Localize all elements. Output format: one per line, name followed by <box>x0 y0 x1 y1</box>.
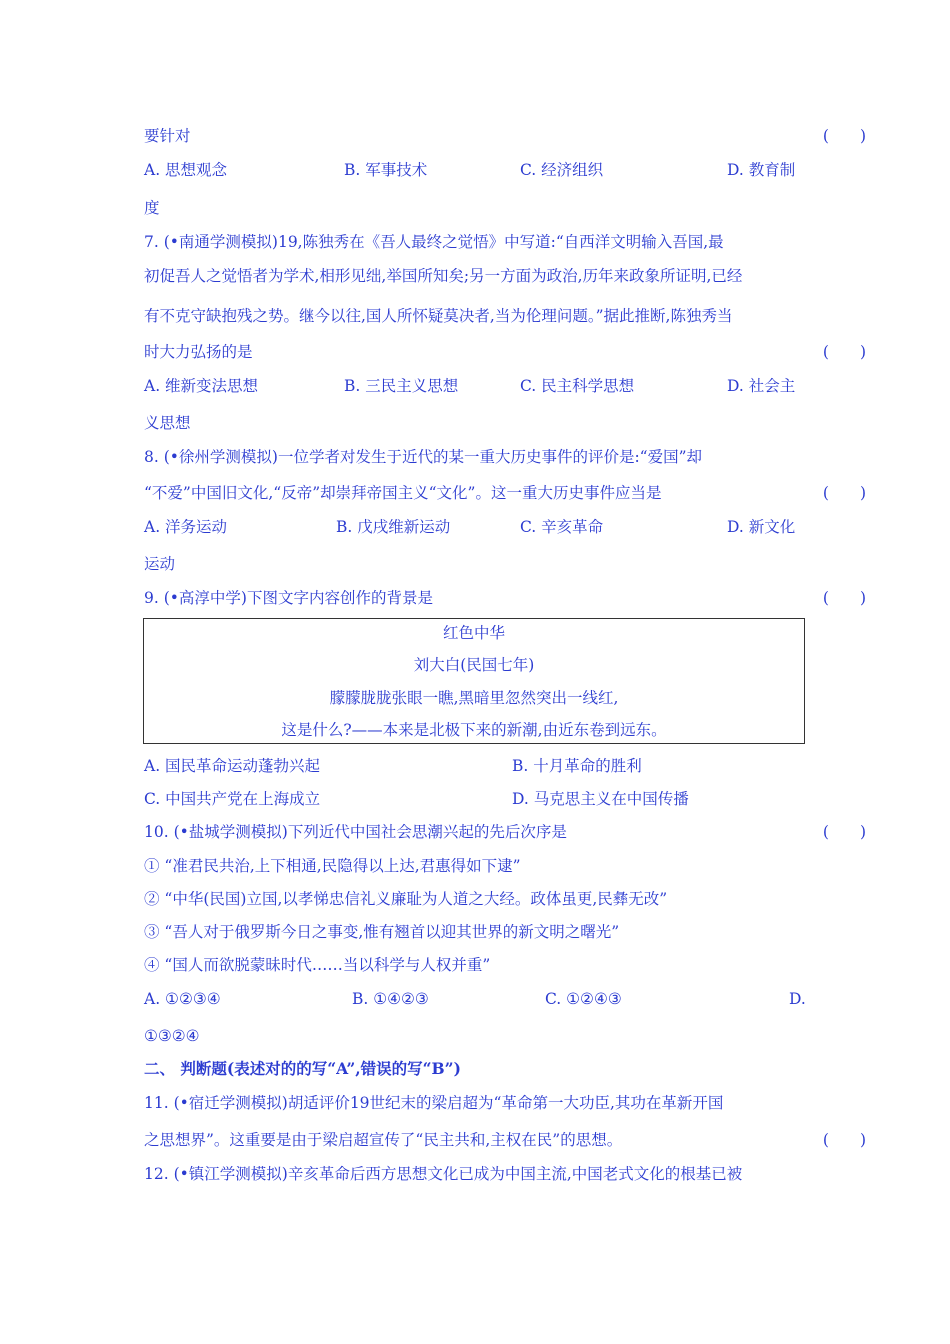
question-7-line-4 <box>144 340 866 364</box>
option-b: B. 军事技术 <box>344 161 428 179</box>
question-8-line-2 <box>144 481 866 505</box>
question-8-options <box>144 515 866 539</box>
answer-blank: ( ) <box>822 823 866 841</box>
question-12-line-1: 12. (•镇江学测模拟)辛亥革命后西方思想文化已成为中国主流,中国老式文化的根基已被 <box>144 1165 743 1183</box>
question-7-line-3: 有不克守缺抱残之势。继今以往,国人所怀疑莫决者,当为伦理问题。”据此推断,陈独秀当 <box>144 307 733 325</box>
answer-blank: ( ) <box>822 127 866 145</box>
option-d: D. 社会主 <box>727 377 796 395</box>
poem-line-2: 这是什么?——本来是北极下来的新潮,由近东卷到远东。 <box>281 721 667 739</box>
question-10-options <box>144 987 866 1011</box>
option-c: C. 中国共产党在上海成立 <box>144 790 321 808</box>
stem-text: 之思想界”。这重要是由于梁启超宣传了“民主共和,主权在民”的思想。 <box>144 1131 623 1149</box>
question-10-line-1 <box>144 820 866 844</box>
option-d: D. 马克思主义在中国传播 <box>512 790 689 808</box>
question-7-line-2: 初促吾人之觉悟者为学术,相形见绌,举国所知矣;另一方面为政治,历年来政象所证明,已经 <box>144 267 743 285</box>
stem-text: 时大力弘扬的是 <box>144 343 253 361</box>
question-10-option-continuation: ①③②④ <box>144 1027 200 1045</box>
question-7-options <box>144 374 866 398</box>
option-a: A. 洋务运动 <box>144 518 228 536</box>
option-d: D. 新文化 <box>727 518 796 536</box>
option-b: B. 十月革命的胜利 <box>512 757 642 775</box>
option-c: C. ①②④③ <box>545 990 622 1008</box>
question-10-item-3: ③ “吾人对于俄罗斯今日之事变,惟有翘首以迎其世界的新文明之曙光” <box>144 923 620 941</box>
question-8-line-1: 8. (•徐州学测模拟)一位学者对发生于近代的某一重大历史事件的评价是:“爱国”却 <box>144 448 703 466</box>
option-c: C. 辛亥革命 <box>520 518 604 536</box>
option-d: D. 教育制 <box>727 161 796 179</box>
answer-blank: ( ) <box>822 343 866 361</box>
poem-line-1: 朦朦胧胧张眼一瞧,黑暗里忽然突出一线红, <box>329 689 619 707</box>
question-10-item-1: ① “准君民共治,上下相通,民隐得以上达,君惠得如下逮” <box>144 857 521 875</box>
option-a: A. 维新变法思想 <box>144 377 259 395</box>
poem-box <box>143 618 805 744</box>
poem-title: 红色中华 <box>442 624 505 642</box>
question-8-option-continuation: 运动 <box>144 555 176 573</box>
stem-text: 10. (•盐城学测模拟)下列近代中国社会思潮兴起的先后次序是 <box>144 823 567 841</box>
option-a: A. 思想观念 <box>144 161 228 179</box>
answer-blank: ( ) <box>822 589 866 607</box>
question-7-option-continuation: 义思想 <box>144 414 191 432</box>
question-9-options-row-2 <box>144 787 866 811</box>
question-10-item-2: ② “中华(民国)立国,以孝悌忠信礼义廉耻为人道之大经。政体虽更,民彝无改” <box>144 890 668 908</box>
section-heading: 二、 判断题(表述对的的写“A”,错误的写“B”) <box>144 1059 461 1078</box>
option-a: A. ①②③④ <box>144 990 221 1008</box>
question-9-line-1 <box>144 586 866 610</box>
option-c: C. 民主科学思想 <box>520 377 635 395</box>
question-6-options <box>144 158 866 182</box>
answer-blank: ( ) <box>822 484 866 502</box>
option-b: B. ①④②③ <box>352 990 429 1008</box>
question-10-item-4: ④ “国人而欲脱蒙昧时代……当以科学与人权并重” <box>144 956 491 974</box>
question-9-options-row-1 <box>144 754 866 778</box>
question-7-line-1: 7. (•南通学测模拟)19,陈独秀在《吾人最终之觉悟》中写道:“自西洋文明输入吾国,最 <box>144 233 724 251</box>
question-11-line-2 <box>144 1128 866 1152</box>
stem-text: “不爱”中国旧文化,“反帝”却崇拜帝国主义“文化”。这一重大历史事件应当是 <box>144 484 662 502</box>
option-d: D. <box>789 990 806 1008</box>
answer-blank: ( ) <box>822 1131 866 1149</box>
question-11-line-1: 11. (•宿迁学测模拟)胡适评价19世纪末的梁启超为“革命第一大功臣,其功在革新开国 <box>144 1094 724 1112</box>
option-c: C. 经济组织 <box>520 161 604 179</box>
question-6-stem-tail <box>144 124 866 148</box>
question-6-option-continuation: 度 <box>144 199 160 217</box>
option-b: B. 戊戌维新运动 <box>336 518 451 536</box>
stem-text: 要针对 <box>144 127 191 145</box>
stem-text: 9. (•高淳中学)下图文字内容创作的背景是 <box>144 589 433 607</box>
poem-author: 刘大白(民国七年) <box>413 656 535 674</box>
option-b: B. 三民主义思想 <box>344 377 459 395</box>
option-a: A. 国民革命运动蓬勃兴起 <box>144 757 321 775</box>
